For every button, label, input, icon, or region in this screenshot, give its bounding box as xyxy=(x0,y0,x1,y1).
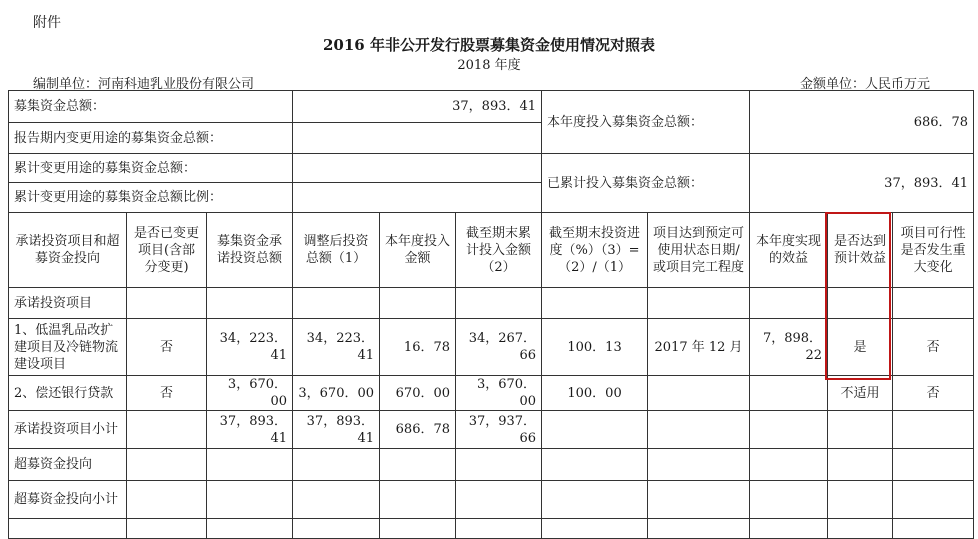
cell-benefit xyxy=(750,376,828,411)
cum-changed-ratio-value xyxy=(293,183,542,213)
col-header: 是否达到预计效益 xyxy=(828,213,893,288)
invested-this-year-label: 本年度投入募集资金总额： xyxy=(542,91,750,154)
attachment-label: 附件 xyxy=(33,15,61,31)
cell-adjusted: 37，893．41 xyxy=(293,411,380,449)
page-subtitle: 2018 年度 xyxy=(457,58,521,73)
cum-changed-label: 累计变更用途的募集资金总额： xyxy=(9,154,293,183)
column-header-row xyxy=(9,213,974,288)
table-row xyxy=(9,449,974,481)
summary-row-1 xyxy=(9,91,974,123)
col-header: 项目达到预定可使用状态日期/或项目完工程度 xyxy=(648,213,750,288)
cell-committed: 3，670．00 xyxy=(207,376,293,411)
cum-invested-label: 已累计投入募集资金总额： xyxy=(542,154,750,213)
cum-invested-value: 37，893．41 xyxy=(750,154,974,213)
project-name: 2、偿还银行贷款 xyxy=(9,376,127,411)
cell-adjusted: 3，670．00 xyxy=(293,376,380,411)
cell-adjusted: 34，223．41 xyxy=(293,319,380,376)
col-header: 截至期末累计投入金额（2） xyxy=(456,213,542,288)
fund-usage-table xyxy=(8,90,974,539)
table-row xyxy=(9,319,974,376)
cell-cumulative: 37，937．66 xyxy=(456,411,542,449)
cell-benefit: 7，898．22 xyxy=(750,319,828,376)
cell-this-year: 670．00 xyxy=(380,376,456,411)
currency-unit: 金额单位：人民币万元 xyxy=(799,77,930,92)
col-header: 是否已变更项目(含部分变更) xyxy=(127,213,207,288)
col-header: 募集资金承诺投资总额 xyxy=(207,213,293,288)
cell-ready-date: 2017 年 12 月 xyxy=(648,319,750,376)
cell-this-year: 686．78 xyxy=(380,411,456,449)
table-row xyxy=(9,481,974,519)
cum-changed-ratio-label: 累计变更用途的募集资金总额比例： xyxy=(9,183,293,213)
cell-committed: 34，223．41 xyxy=(207,319,293,376)
cell-ready-date xyxy=(648,376,750,411)
changed-in-period-label: 报告期内变更用途的募集资金总额： xyxy=(9,123,293,154)
col-header: 承诺投资项目和超募资金投向 xyxy=(9,213,127,288)
changed-in-period-value xyxy=(293,123,542,154)
cell-changed: 否 xyxy=(127,376,207,411)
total-raised-label: 募集资金总额： xyxy=(9,91,293,123)
cell-expected: 不适用 xyxy=(828,376,893,411)
cell-expected: 是 xyxy=(828,319,893,376)
project-name: 1、低温乳品改扩建项目及冷链物流建设项目 xyxy=(9,319,127,376)
col-header: 截至期末投资进度（%）（3）=（2）/（1） xyxy=(542,213,648,288)
cell-committed: 37，893．41 xyxy=(207,411,293,449)
cell-feasibility: 否 xyxy=(893,319,974,376)
cell-this-year: 16．78 xyxy=(380,319,456,376)
page-title: 2016 年非公开发行股票募集资金使用情况对照表 xyxy=(323,36,655,54)
col-header: 项目可行性是否发生重大变化 xyxy=(893,213,974,288)
section-label: 超募资金投向 xyxy=(9,449,127,481)
cell-feasibility: 否 xyxy=(893,376,974,411)
table-row xyxy=(9,519,974,539)
subtotal-label: 超募资金投向小计 xyxy=(9,481,127,519)
table-row xyxy=(9,288,974,319)
compiling-unit: 编制单位：河南科迪乳业股份有限公司 xyxy=(33,77,255,92)
cum-changed-value xyxy=(293,154,542,183)
cell-changed: 否 xyxy=(127,319,207,376)
subtotal-label: 承诺投资项目小计 xyxy=(9,411,127,449)
cell-progress: 100．13 xyxy=(542,319,648,376)
table-row xyxy=(9,376,974,411)
col-header: 本年度投入金额 xyxy=(380,213,456,288)
summary-row-3 xyxy=(9,154,974,183)
col-header: 调整后投资总额（1） xyxy=(293,213,380,288)
table-row xyxy=(9,411,974,449)
col-header: 本年度实现的效益 xyxy=(750,213,828,288)
cell-cumulative: 3，670．00 xyxy=(456,376,542,411)
cell-cumulative: 34，267．66 xyxy=(456,319,542,376)
total-raised-value: 37，893．41 xyxy=(293,91,542,123)
invested-this-year-value: 686．78 xyxy=(750,91,974,154)
section-label: 承诺投资项目 xyxy=(9,288,127,319)
cell-progress: 100．00 xyxy=(542,376,648,411)
